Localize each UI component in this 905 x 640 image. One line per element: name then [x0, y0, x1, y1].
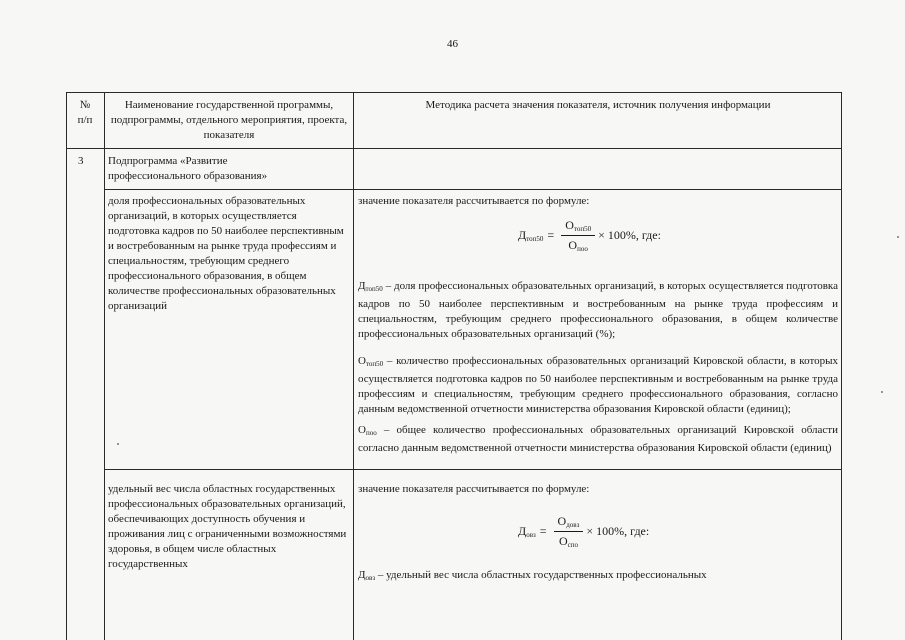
table-border-left	[66, 92, 67, 640]
table-border-right	[841, 92, 842, 640]
formula-2	[518, 514, 649, 549]
header-divider	[66, 148, 842, 149]
formula-1-eq: =	[547, 228, 555, 242]
row-divider	[104, 469, 842, 470]
indicator-1: доля профессиональных образовательных организаций, в которых осуществляется подготовка кадров по 50 наиболее перспективным и востребованным на рынке труда профессиям и специальностям, требующим среднего профессионального образования, в общем количестве профессиональных образовательных организаций	[108, 195, 344, 312]
formula-1-lhs: $Д_{топ50}$	[518, 228, 544, 243]
definition-1-2: $О_{топ50}$ – количество профессиональных образовательных организаций Кировской области, в которых осуществляется подготовка кадров по 50 наиболее перспективным и востребованным на рынке труда профессиям и специальностям, требующим среднего профессионального образования, согласно данным ведомственной отчетности министерства образования Кировской области (единиц);	[358, 355, 838, 415]
scan-speck	[897, 236, 899, 238]
formula-2-lhs: $Д_{овз}$	[518, 524, 536, 539]
formula-2-eq: =	[539, 524, 547, 538]
column-divider-2	[353, 92, 354, 640]
formula-2-fraction: $\frac{О_{довз}}{О_{спо}}$	[554, 514, 584, 549]
definition-2-1: $Д_{овз}$ – удельный вес числа областных государственных профессиональных	[358, 569, 707, 582]
indicator-2: удельный вес числа областных государственных профессиональных образовательных организаций, обеспечивающих доступность обучения и проживания лиц с ограниченными возможностями здоровья, в общем числе областных государственных	[108, 483, 347, 570]
methodology-table	[66, 92, 842, 640]
section-divider	[104, 189, 842, 190]
header-name: Наименование государственной программы, подпрограммы, отдельного мероприятия, проекта, показателя	[110, 99, 348, 141]
scan-speck	[117, 443, 119, 445]
definition-1-1: $Д_{топ50}$ – доля профессиональных образовательных организаций, в которых осуществляется подготовка кадров по 50 наиболее перспективным и востребованным на рынке труда профессиям и специальностям, требующим среднего профессионального образования, в общем количестве профессиональных образовательных организаций (%);	[358, 280, 838, 340]
header-method: Методика расчета значения показателя, источник получения информации	[425, 99, 771, 111]
formula-1	[518, 218, 661, 253]
definition-1-3: $О_{поо}$ – общее количество профессиональных образовательных организаций Кировской области согласно данным ведомственной отчетности министерства образования Кировской области (единиц)	[358, 424, 838, 454]
column-divider-1	[104, 92, 105, 640]
section-number: 3	[78, 155, 84, 167]
table-border-top	[66, 92, 842, 93]
header-number: № п/п	[77, 99, 93, 126]
method-intro-2: значение показателя рассчитывается по формуле:	[358, 483, 590, 495]
formula-1-tail: × 100%, где:	[598, 228, 661, 242]
page-number: 46	[447, 38, 458, 50]
section-title: Подпрограмма «Развитие профессионального образования»	[108, 155, 268, 182]
method-intro-1: значение показателя рассчитывается по формуле:	[358, 195, 590, 207]
scan-speck	[881, 391, 883, 393]
formula-2-tail: × 100%, где:	[586, 524, 650, 538]
formula-1-fraction: $\frac{О_{топ50}}{О_{поо}}$	[561, 218, 595, 253]
